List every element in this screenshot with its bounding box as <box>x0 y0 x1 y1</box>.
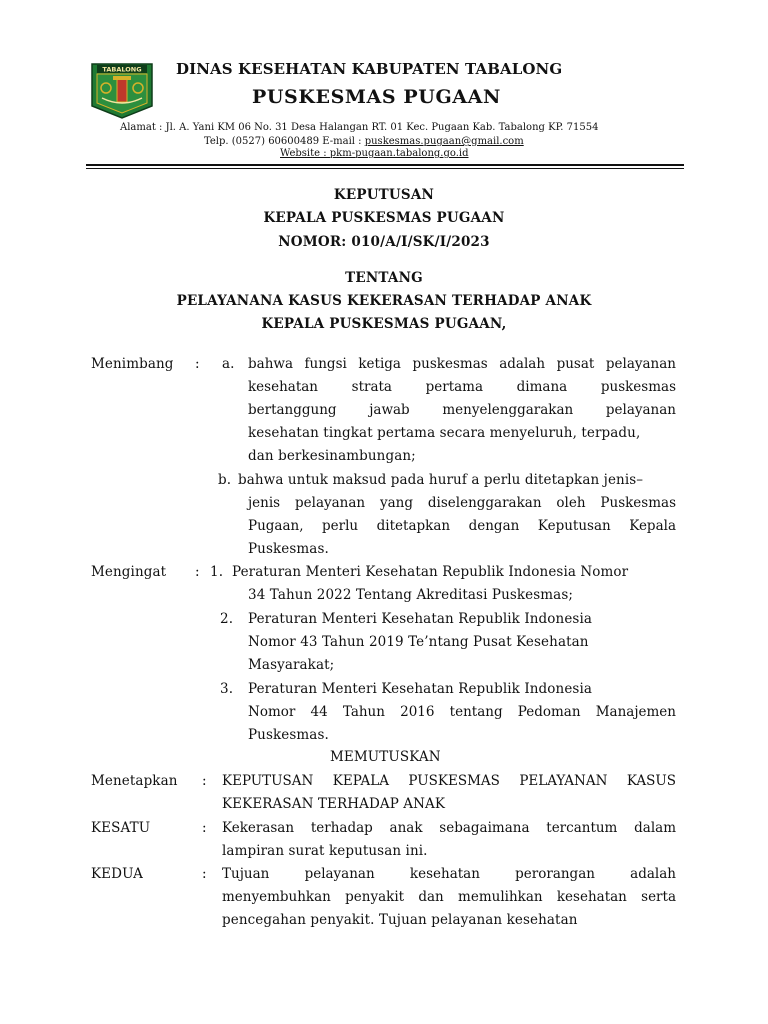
menimbang-b-line: bahwa untuk maksud pada huruf a perlu ditetapkan jenis– <box>238 472 644 488</box>
mengingat-line: Nomor 43 Tahun 2019 Te’ntang Pusat Kesehatan <box>248 634 589 650</box>
mengingat-num: 3. <box>220 681 234 697</box>
colon-menetapkan: : <box>202 773 207 789</box>
label-kesatu: KESATU <box>91 820 151 836</box>
mengingat-line: Peraturan Menteri Kesehatan Republik Indonesia <box>248 681 593 697</box>
menimbang-a-line: kesehatan tingkat pertama secara menyeluruh, terpadu, <box>248 425 641 441</box>
marker-b: b. <box>218 472 232 488</box>
title-nomor: NOMOR: 010/A/I/SK/I/2023 <box>278 234 490 250</box>
label-menetapkan: Menetapkan <box>91 773 178 789</box>
menetapkan-line: KEPUTUSAN KEPALA PUSKESMAS PELAYANAN KASUS <box>222 773 676 789</box>
kedua-line: Tujuan pelayanan kesehatan perorangan adalah <box>222 866 676 882</box>
title-tentang: TENTANG <box>345 270 423 286</box>
menimbang-a-line: kesehatan strata pertama dimana puskesmas <box>248 379 676 395</box>
tabalong-logo <box>88 60 156 120</box>
label-kedua: KEDUA <box>91 866 143 882</box>
memutuskan-heading: MEMUTUSKAN <box>330 749 441 765</box>
website-link[interactable]: Website : pkm-pugaan.tabalong.go.id <box>280 148 469 159</box>
header-rule-thick <box>86 164 684 166</box>
menetapkan-line: KEKERASAN TERHADAP ANAK <box>222 796 446 812</box>
mengingat-num: 2. <box>220 611 234 627</box>
colon-kesatu: : <box>202 820 207 836</box>
header-rule-thin <box>86 168 684 169</box>
mengingat-line: Masyarakat; <box>248 657 335 673</box>
label-menimbang: Menimbang <box>91 356 174 372</box>
colon-kedua: : <box>202 866 207 882</box>
colon-menimbang: : <box>195 356 200 372</box>
kedua-line: pencegahan penyakit. Tujuan pelayanan kesehatan <box>222 912 578 928</box>
menimbang-b-line: jenis pelayanan yang diselenggarakan oleh Puskesmas <box>248 495 676 511</box>
kesatu-line: Kekerasan terhadap anak sebagaimana tercantum dalam <box>222 820 676 836</box>
logo-text: TABALONG <box>102 65 142 74</box>
menimbang-b-line: Puskesmas. <box>248 541 329 557</box>
kedua-line: menyembuhkan penyakit dan memulihkan kesehatan serta <box>222 889 676 905</box>
title-subject: PELAYANANA KASUS KEKERASAN TERHADAP ANAK <box>176 293 592 309</box>
title-kepala-2: KEPALA PUSKESMAS PUGAAN, <box>261 316 507 332</box>
mengingat-line: Nomor 44 Tahun 2016 tentang Pedoman Manajemen <box>248 704 676 720</box>
menimbang-a-line: dan berkesinambungan; <box>248 448 416 464</box>
mengingat-line: Puskesmas. <box>248 727 329 743</box>
agency-name: DINAS KESEHATAN KABUPATEN TABALONG <box>176 60 563 78</box>
title-keputusan: KEPUTUSAN <box>333 187 435 203</box>
mengingat-line: Peraturan Menteri Kesehatan Republik Indonesia Nomor <box>232 564 629 580</box>
unit-name: PUSKESMAS PUGAAN <box>252 86 501 108</box>
contact-line <box>204 136 524 147</box>
telp: Telp. (0527) 60600489 E-mail : <box>204 136 365 147</box>
mengingat-num: 1. <box>210 564 224 580</box>
menimbang-b-line: Pugaan, perlu ditetapkan dengan Keputusan Kepala <box>248 518 676 534</box>
kesatu-line: lampiran surat keputusan ini. <box>222 843 428 859</box>
address: Alamat : Jl. A. Yani KM 06 No. 31 Desa Halangan RT. 01 Kec. Pugaan Kab. Tabalong KP. 71554 <box>120 122 599 133</box>
label-mengingat: Mengingat <box>91 564 167 580</box>
mengingat-line: 34 Tahun 2022 Tentang Akreditasi Puskesmas; <box>248 587 574 603</box>
marker-a: a. <box>222 356 235 372</box>
menimbang-a-line: bahwa fungsi ketiga puskesmas adalah pusat pelayanan <box>248 356 676 372</box>
menimbang-a-line: bertanggung jawab menyelenggarakan pelayanan <box>248 402 676 418</box>
tabalong-emblem-icon <box>88 60 156 120</box>
mengingat-line: Peraturan Menteri Kesehatan Republik Indonesia <box>248 611 593 627</box>
email-link[interactable]: puskesmas.pugaan@gmail.com <box>364 136 524 147</box>
colon-mengingat: : <box>195 564 200 580</box>
title-kepala: KEPALA PUSKESMAS PUGAAN <box>263 210 505 226</box>
